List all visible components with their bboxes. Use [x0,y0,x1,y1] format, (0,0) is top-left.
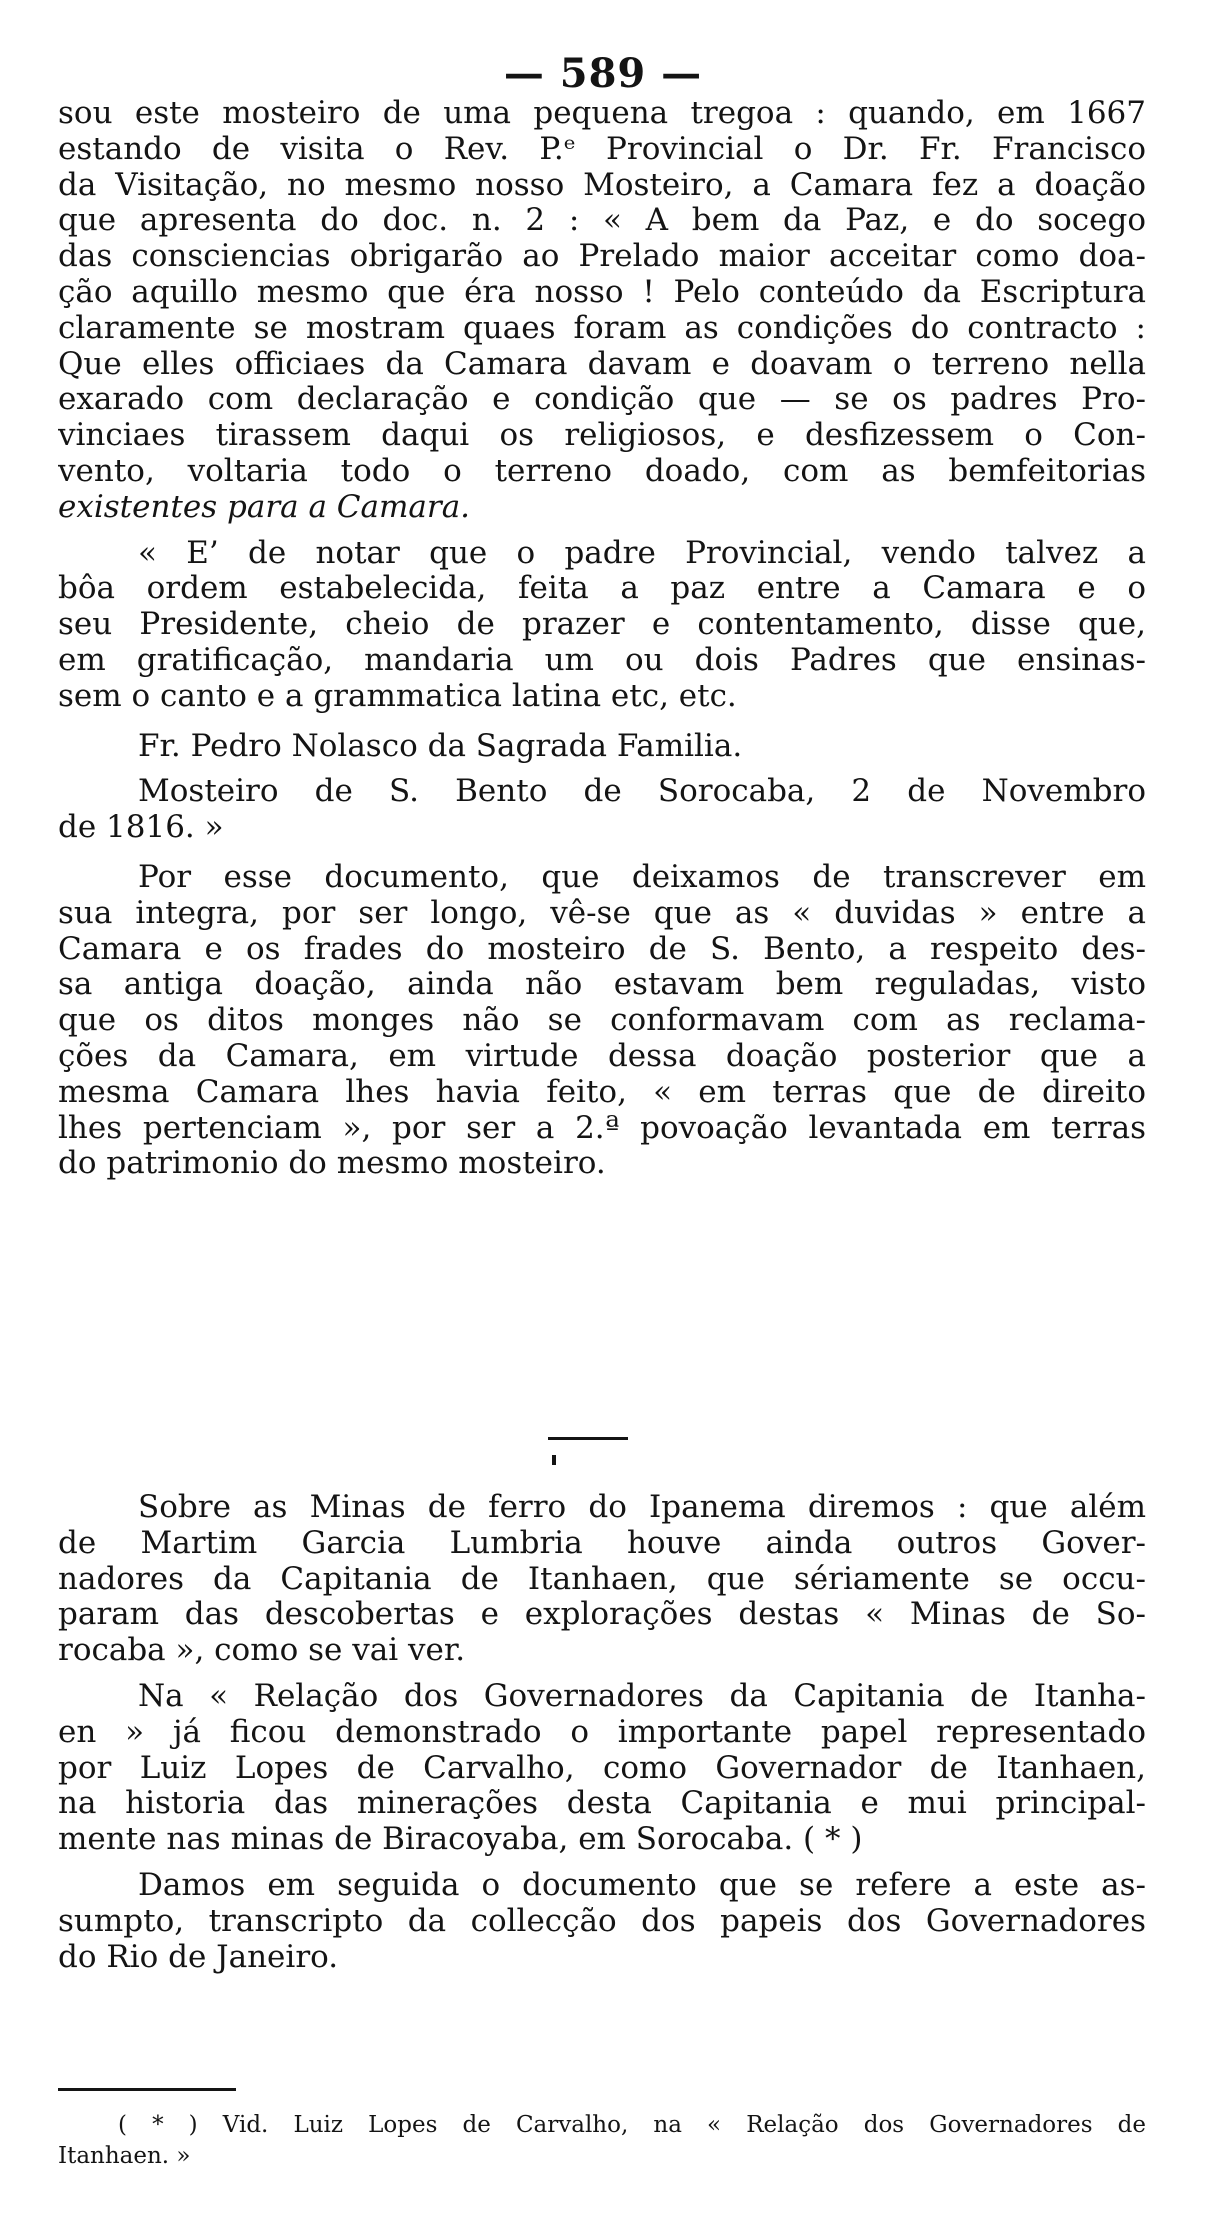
upper-text-block [58,96,1146,1182]
text-line: Que elles officiaes da Camara davam e doavam o terreno nella [58,346,1146,382]
text-line-italic: existentes para a Camara. [58,489,471,525]
text-line: sa antiga doação, ainda não estavam bem reguladas, visto [58,967,1146,1003]
text-line: Camara e os frades do mosteiro de S. Bento, a respeito des- [58,931,1146,967]
page-number: — 589 — [503,50,703,97]
text-line: do Rio de Janeiro. [58,1939,339,1975]
text-line: da Visitação, no mesmo nosso Mosteiro, a Camara fez a doação [58,167,1146,203]
separator-mark [552,1455,556,1465]
lower-text-block [58,1490,1146,1975]
text-line: seu Presidente, cheio de prazer e contentamento, disse que, [58,607,1146,643]
text-line: de Martim Garcia Lumbria houve ainda outros Gover- [58,1525,1146,1561]
text-line-italic: vento, voltaria todo o terreno doado, com as bemfeitorias [58,453,1146,489]
text-line: vinciaes tirassem daqui os religiosos, e desfizessem o Con- [58,418,1146,454]
paragraph-1 [58,96,1146,526]
paragraph-6 [58,1490,1146,1669]
signature-line: Fr. Pedro Nolasco da Sagrada Familia. [138,728,743,764]
text-line: sumpto, transcripto da collecção dos papeis dos Governadores [58,1903,1146,1939]
text-line: rocaba », como se vai ver. [58,1633,466,1669]
text-line: param das descobertas e explorações destas « Minas de So- [58,1597,1146,1633]
paragraph-2 [58,536,1146,572]
text-line: nadores da Capitania de Itanhaen, que sériamente se occu- [58,1561,1146,1597]
text-line: Damos em seguida o documento que se refere a este as- [138,1867,1146,1903]
text-line: mesma Camara lhes havia feito, « em terras que de direito [58,1074,1146,1110]
text-line: claramente se mostram quaes foram as condições do contracto : [58,310,1146,346]
footnote-line: ( * ) Vid. Luiz Lopes de Carvalho, na « Relação dos Governadores de [118,2112,1146,2138]
paragraph-signature [58,729,1146,765]
text-line: na historia das minerações desta Capitania e mui principal- [58,1786,1146,1822]
text-line: em gratificação, mandaria um ou dois Padres que ensinas- [58,642,1146,678]
text-line: Na « Relação dos Governadores da Capitania de Itanha- [138,1678,1146,1714]
footnote-line: Itanhaen. » [58,2143,191,2169]
text-line: que apresenta do doc. n. 2 : « A bem da Paz, e do socego [58,203,1146,239]
text-line: ções da Camara, em virtude dessa doação posterior que a [58,1038,1146,1074]
text-line: mente nas minas de Biracoyaba, em Sorocaba. ( * ) [58,1822,863,1858]
text-line: sou este mosteiro de uma pequena tregoa : quando, em 1667 [58,96,1146,131]
text-line: por Luiz Lopes de Carvalho, como Governador de Itanhaen, [58,1750,1146,1786]
paragraph-2-cont [58,571,1146,714]
text-line: sem o canto e a grammatica latina etc, etc. [58,678,737,714]
section-separator [548,1437,628,1440]
footnote-rule [58,2088,236,2091]
text-line: do patrimonio do mesmo mosteiro. [58,1146,606,1182]
text-line: exarado com declaração e condição que — se os padres Pro- [58,382,1146,418]
text-line: Por esse documento, que deixamos de transcrever em [138,859,1146,895]
text-line: ção aquillo mesmo que éra nosso ! Pelo conteúdo da Escriptura [58,274,1146,310]
text-line: en » já ficou demonstrado o importante papel representado [58,1714,1146,1750]
paragraph-8 [58,1868,1146,1975]
text-line: « E’ de notar que o padre Provincial, vendo talvez a [138,535,1146,571]
text-line: bôa ordem estabelecida, feita a paz entre a Camara e o [58,571,1146,607]
text-line: das consciencias obrigarão ao Prelado maior acceitar como doa- [58,239,1146,275]
text-line: sua integra, por ser longo, vê-se que as « duvidas » entre a [58,895,1146,931]
text-line: Mosteiro de S. Bento de Sorocaba, 2 de Novembro [138,774,1146,810]
paragraph-5 [58,860,1146,1182]
paragraph-7 [58,1679,1146,1858]
text-line: que os ditos monges não se conformavam com as reclama- [58,1003,1146,1039]
footnote [58,2110,1146,2172]
paragraph-place-date [58,774,1146,846]
text-line: Sobre as Minas de ferro do Ipanema diremos : que além [138,1490,1146,1525]
text-line: de 1816. » [58,810,224,846]
text-line: estando de visita o Rev. P.ᵉ Provincial o Dr. Fr. Francisco [58,131,1146,167]
text-line: lhes pertenciam », por ser a 2.ª povoação levantada em terras [58,1110,1146,1146]
